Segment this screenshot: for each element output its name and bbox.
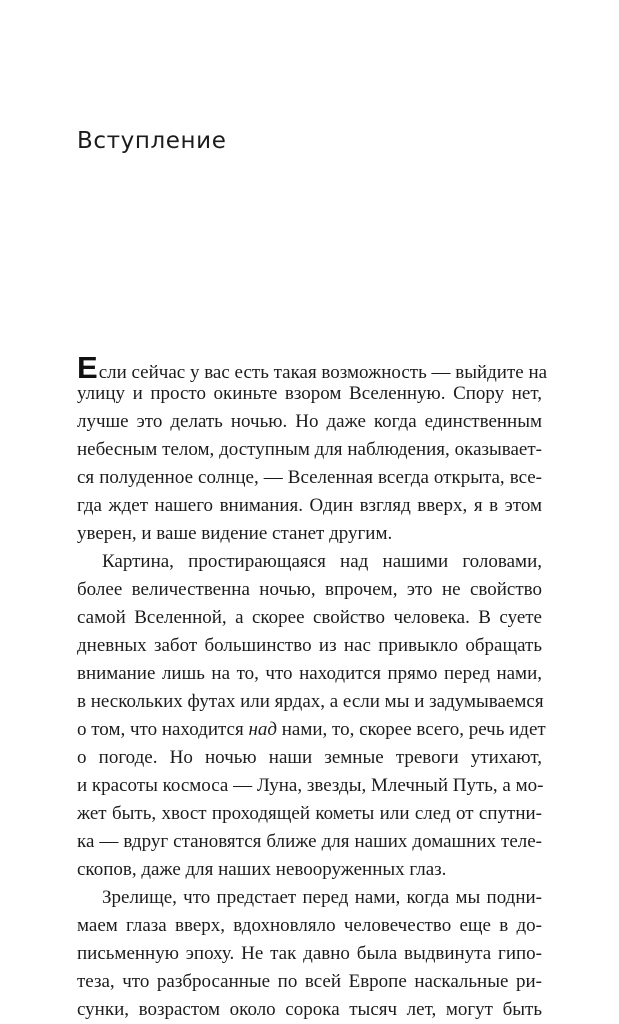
text-line — [77, 716, 546, 744]
paragraph-2 — [77, 548, 546, 884]
text-line: в нескольких футах или ярдах, а если мы и задумываемся — [77, 691, 544, 712]
drop-cap: Е — [77, 350, 98, 385]
text-line: ка — вдруг становятся ближе для наших домашних теле- — [77, 831, 542, 852]
text-line: более величественна ночью, впрочем, это не свойство — [77, 579, 542, 600]
text-line: о погоде. Но ночью наши земные тревоги утихают, — [77, 747, 542, 768]
line-text: сли сейчас у вас есть такая возможность — выйдите на — [98, 362, 548, 383]
chapter-title: Вступление — [77, 128, 227, 154]
paragraph-3 — [77, 884, 542, 1024]
text-line: и красоты космоса — Луна, звезды, Млечный Путь, а мо- — [77, 775, 544, 796]
line-text: о том, что находится — [77, 719, 249, 740]
text-line: Зрелище, что предстает перед нами, когда мы подни- — [102, 887, 542, 908]
text-line: сунки, возрастом около сорока тысяч лет, могут быть — [77, 999, 542, 1020]
text-line: ся полуденное солнце, — Вселенная всегда открыта, все- — [77, 467, 542, 488]
text-line: уверен, и ваше видение станет другим. — [77, 523, 393, 544]
text-line: небесным телом, доступным для наблюдения, оказывает- — [77, 439, 542, 460]
text-line: Картина, простирающаяся над нашими головами, — [102, 551, 542, 572]
text-line — [77, 350, 548, 385]
text-line: лучше это делать ночью. Но даже когда единственным — [77, 411, 542, 432]
text-line: внимание лишь на то, что находится прямо перед нами, — [77, 663, 542, 684]
text-line: самой Вселенной, а скорее свойство человека. В суете — [77, 607, 542, 628]
italic-emphasis: над — [248, 719, 277, 740]
text-line: теза, что разбросанные по всей Европе наскальные ри- — [77, 971, 542, 992]
text-line: скопов, даже для наших невооруженных глаз. — [77, 859, 447, 880]
text-line: письменную эпоху. Не так давно была выдвинута гипо- — [77, 943, 542, 964]
line-text: нами, то, скорее всего, речь идет — [277, 719, 546, 740]
text-line: дневных забот большинство из нас привыкло обращать — [77, 635, 542, 656]
text-line: маем глаза вверх, вдохновляло человечество еще в до- — [77, 915, 542, 936]
text-line: жет быть, хвост проходящей кометы или след от спутни- — [77, 803, 542, 824]
text-line: улицу и просто окиньте взором Вселенную. Спору нет, — [77, 383, 542, 404]
paragraph-1 — [77, 350, 548, 548]
body-text — [77, 350, 548, 1024]
text-line: гда ждет нашего внимания. Один взгляд вверх, я в этом — [77, 495, 542, 516]
